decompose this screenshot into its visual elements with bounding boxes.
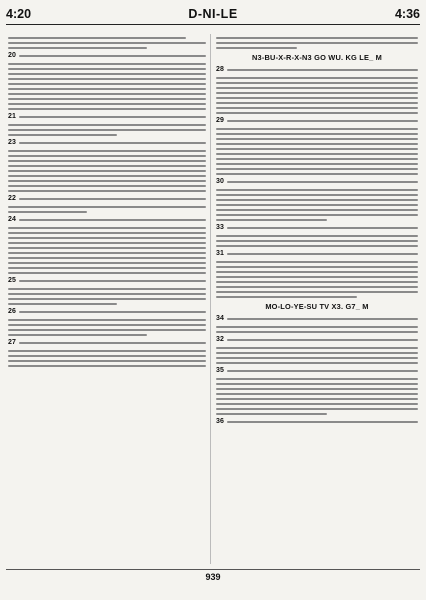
verse-start (216, 315, 418, 323)
text-line (216, 271, 418, 273)
verse-start (216, 117, 418, 125)
text-line (216, 240, 418, 242)
text-line (8, 83, 206, 85)
verse-start (8, 195, 206, 203)
text-line (8, 355, 206, 357)
text-line (8, 232, 206, 234)
verse-start (216, 367, 418, 375)
text-line (216, 383, 418, 385)
text-line (8, 160, 206, 162)
text-line (8, 257, 206, 259)
verse-start (8, 339, 206, 347)
text-line (216, 204, 418, 206)
text-line (216, 281, 418, 283)
text-line (8, 185, 206, 187)
text-line (8, 73, 206, 75)
text-line (216, 357, 418, 359)
text-line (8, 262, 206, 264)
text-line (8, 165, 206, 167)
verse-start (8, 52, 206, 60)
verse-start (8, 308, 206, 316)
header-left-reference: 4:20 (6, 7, 32, 21)
text-line (216, 47, 297, 49)
right-column (216, 34, 418, 564)
text-line (216, 199, 418, 201)
text-line (216, 163, 418, 165)
verse-number: 21 (8, 113, 17, 120)
text-line (8, 237, 206, 239)
text-line (216, 189, 418, 191)
column-separator (210, 34, 211, 564)
header-right-reference: 4:36 (394, 7, 420, 21)
text-line (216, 347, 418, 349)
text-line (216, 209, 418, 211)
text-line (216, 148, 418, 150)
verse-start (216, 178, 418, 186)
verse-start (216, 224, 418, 232)
text-line (8, 288, 206, 290)
text-line (216, 326, 418, 328)
page-number: 939 (205, 572, 221, 582)
section-heading: N3-BU-X-R-X-N3 GO WU. KG LE_ M (252, 53, 382, 62)
verse-number: 29 (216, 117, 225, 124)
verse-number: 20 (8, 52, 17, 59)
text-line (8, 37, 186, 39)
text-line (216, 362, 418, 364)
text-line (8, 206, 206, 208)
text-line (8, 227, 206, 229)
text-line (8, 98, 206, 100)
text-line (216, 102, 418, 104)
text-line (8, 88, 206, 90)
verse-number: 31 (216, 250, 225, 257)
text-line (8, 247, 206, 249)
text-line (216, 245, 418, 247)
text-line (8, 63, 206, 65)
footer-rule (6, 569, 420, 570)
text-line (8, 170, 206, 172)
text-line (8, 190, 206, 192)
text-line (216, 138, 418, 140)
header-rule (6, 24, 420, 25)
verse-start (8, 216, 206, 224)
text-line (8, 242, 206, 244)
text-line (8, 68, 206, 70)
text-line (216, 42, 418, 44)
text-line (216, 286, 418, 288)
text-line (216, 87, 418, 89)
text-line (8, 42, 206, 44)
verse-number: 23 (8, 139, 17, 146)
verse-number: 33 (216, 224, 225, 231)
text-line (8, 78, 206, 80)
text-line (216, 194, 418, 196)
text-line (216, 128, 418, 130)
verse-number: 35 (216, 367, 225, 374)
text-line (216, 266, 418, 268)
text-line (216, 92, 418, 94)
verse-number: 26 (8, 308, 17, 315)
text-line (216, 331, 418, 333)
left-column (8, 34, 206, 564)
verse-number: 36 (216, 418, 225, 425)
text-line (8, 350, 206, 352)
text-line (8, 134, 117, 136)
text-line (216, 168, 418, 170)
text-line (216, 107, 418, 109)
text-line (216, 37, 418, 39)
verse-number: 28 (216, 66, 225, 73)
text-line (8, 267, 206, 269)
text-line (8, 129, 206, 131)
verse-number: 25 (8, 277, 17, 284)
page-header (6, 4, 420, 26)
text-line (216, 158, 418, 160)
verse-number: 22 (8, 195, 17, 202)
text-line (216, 408, 418, 410)
text-line (8, 211, 87, 213)
text-line (8, 47, 147, 49)
text-line (216, 413, 327, 415)
text-line (8, 252, 206, 254)
text-line (216, 235, 418, 237)
text-line (216, 261, 418, 263)
text-line (216, 378, 418, 380)
text-line (8, 150, 206, 152)
text-line (8, 103, 206, 105)
text-line (216, 219, 327, 221)
text-line (8, 108, 206, 110)
text-line (8, 272, 206, 274)
verse-start (216, 66, 418, 74)
verse-number: 24 (8, 216, 17, 223)
text-line (216, 393, 418, 395)
verse-start (216, 250, 418, 258)
text-line (8, 180, 206, 182)
text-line (216, 291, 418, 293)
verse-start (8, 139, 206, 147)
text-line (216, 112, 418, 114)
text-line (8, 329, 206, 331)
text-line (216, 403, 418, 405)
text-line (216, 388, 418, 390)
text-line (216, 97, 418, 99)
text-line (8, 93, 206, 95)
text-line (216, 153, 418, 155)
text-line (216, 143, 418, 145)
text-line (216, 133, 418, 135)
text-line (216, 352, 418, 354)
text-line (8, 298, 206, 300)
verse-number: 34 (216, 315, 225, 322)
text-line (216, 77, 418, 79)
verse-number: 30 (216, 178, 225, 185)
header-book-title: D-NI-LE (188, 7, 238, 21)
text-line (8, 319, 206, 321)
text-line (216, 82, 418, 84)
text-line (8, 334, 147, 336)
text-line (8, 155, 206, 157)
text-line (8, 365, 206, 367)
text-line (216, 214, 418, 216)
text-line (216, 276, 418, 278)
verse-start (8, 113, 206, 121)
text-line (8, 293, 206, 295)
text-line (8, 124, 206, 126)
text-line (216, 173, 418, 175)
verse-number: 32 (216, 336, 225, 343)
text-line (8, 360, 206, 362)
text-line (8, 175, 206, 177)
text-line (8, 303, 117, 305)
text-line (216, 398, 418, 400)
verse-start (8, 277, 206, 285)
text-line (216, 296, 357, 298)
verse-start (216, 336, 418, 344)
verse-number: 27 (8, 339, 17, 346)
verse-start (216, 418, 418, 426)
text-line (8, 324, 206, 326)
section-heading: MO-LO-YE-SU TV X3. G7_ M (265, 302, 369, 311)
